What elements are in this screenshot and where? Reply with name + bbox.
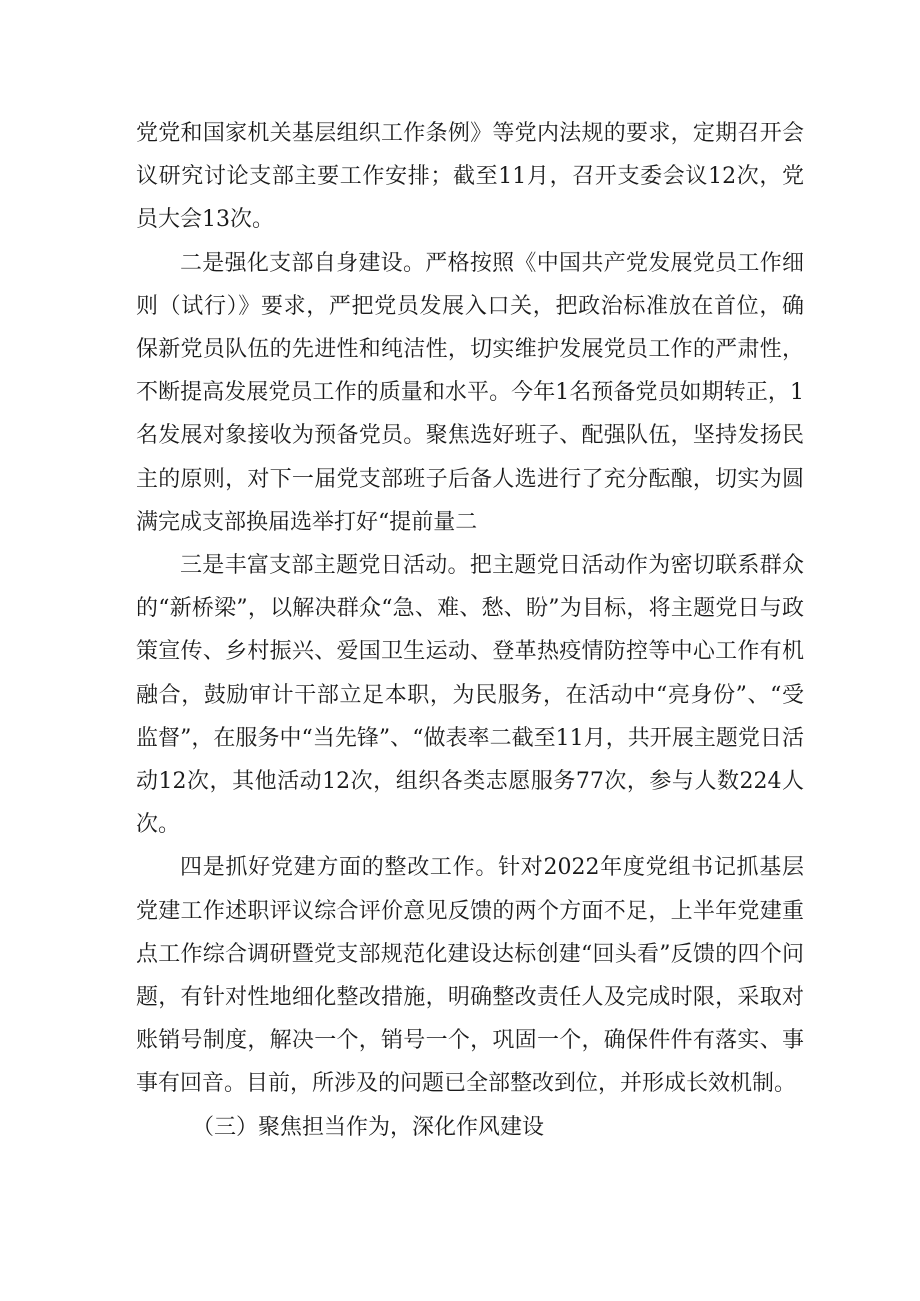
document-body	[136, 112, 804, 1149]
section-heading: （三）聚焦担当作为，深化作风建设	[192, 1114, 545, 1140]
paragraph-branch-building: 二是强化支部自身建设。严格按照《中国共产党发展党员工作细则（试行）》要求，严把党员发展入口关，把政治标准放在首位，确保新党员队伍的先进性和纯洁性，切实维护发展党员工作的严肃性，不断提高发展党员工作的质量和水平。今年1名预备党员如期转正，1名发展对象接收为预备党员。聚焦选好班子、配强队伍，坚持发扬民主的原则，对下一届党支部班子后备人选进行了充分酝酿，切实为圆满完成支部换届选举打好“提前量二	[136, 250, 804, 535]
paragraph-rectification: 四是抓好党建方面的整改工作。针对2022年度党组书记抓基层党建工作述职评议综合评价意见反馈的两个方面不足，上半年党建重点工作综合调研暨党支部规范化建设达标创建“回头看”反馈的四个问题，有针对性地细化整改措施，明确整改责任人及完成时限，采取对账销号制度，解决一个，销号一个，巩固一个，确保件件有落实、事事有回音。目前，所涉及的问题已全部整改到位，并形成长效机制。	[136, 855, 804, 1097]
paragraph-theme-party-day: 三是丰富支部主题党日活动。把主题党日活动作为密切联系群众的“新桥梁”，以解决群众“急、难、愁、盼”为目标，将主题党日与政策宣传、乡村振兴、爱国卫生运动、登革热疫情防控等中心工作有机融合，鼓励审计干部立足本职，为民服务，在活动中“亮身份”、“受监督”，在服务中“当先锋”、“做表率二截至11月，共开展主题党日活动12次，其他活动12次，组织各类志愿服务77次，参与人数224人次。	[136, 553, 804, 838]
paragraph-continuation: 党党和国家机关基层组织工作条例》等党内法规的要求，定期召开会议研究讨论支部主要工作安排；截至11月，召开支委会议12次，党员大会13次。	[136, 121, 804, 233]
